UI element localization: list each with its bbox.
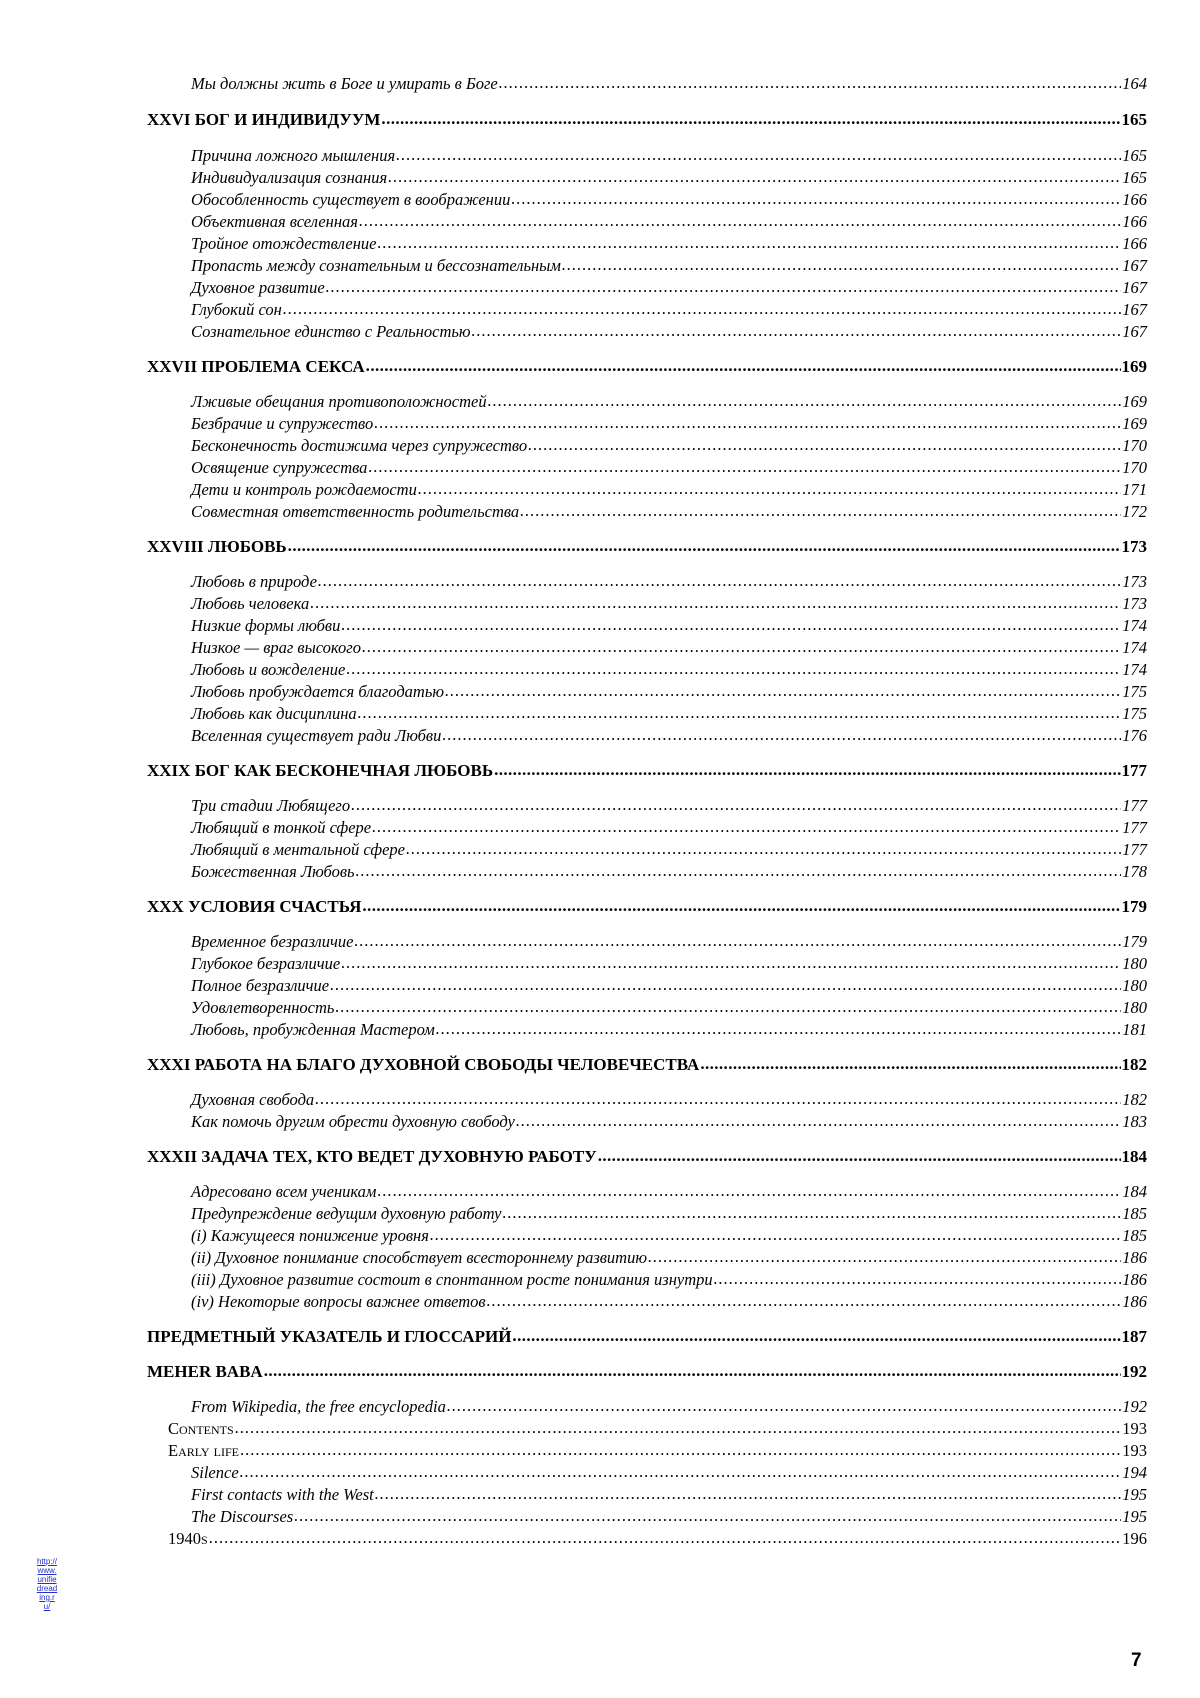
toc-entry-title: 1940s xyxy=(168,1529,208,1548)
toc-entry-page: 165 xyxy=(1122,146,1147,165)
toc-dot-leader xyxy=(326,277,1122,297)
toc-entry-page: 180 xyxy=(1122,998,1147,1017)
toc-entry-page: 166 xyxy=(1122,190,1147,209)
toc-entry-title: (i) Кажущееся понижение уровня xyxy=(191,1226,429,1245)
toc-entry-page: 182 xyxy=(1121,1055,1147,1074)
toc-dot-leader xyxy=(494,760,1120,780)
toc-entry-page: 181 xyxy=(1122,1020,1147,1039)
toc-dot-leader xyxy=(648,1247,1121,1267)
toc-entry-title: Любовь, пробужденная Мастером xyxy=(191,1020,435,1039)
toc-dot-leader xyxy=(240,1440,1121,1460)
toc-entry-title: Silence xyxy=(191,1463,239,1482)
toc-entry[interactable] xyxy=(191,414,1147,434)
toc-entry[interactable] xyxy=(191,1020,1147,1040)
toc-entry-page: 185 xyxy=(1122,1204,1147,1223)
toc-dot-leader xyxy=(445,681,1121,701)
toc-entry-page: 178 xyxy=(1122,862,1147,881)
toc-entry-title: Божественная Любовь xyxy=(191,862,355,881)
toc-entry[interactable] xyxy=(168,1529,1147,1549)
toc-entry-title: First contacts with the West xyxy=(191,1485,374,1504)
toc-entry[interactable] xyxy=(191,726,1147,746)
toc-dot-leader xyxy=(472,321,1122,341)
toc-entry-title: From Wikipedia, the free encyclopedia xyxy=(191,1397,446,1416)
toc-entry-title: XXXI РАБОТА НА БЛАГО ДУХОВНОЙ СВОБОДЫ ЧЕЛОВЕЧЕСТВА xyxy=(147,1055,700,1074)
toc-entry-page: 177 xyxy=(1121,761,1147,780)
toc-entry-title: Любовь человека xyxy=(191,594,310,613)
toc-entry-title: Объективная вселенная xyxy=(191,212,358,231)
toc-entry-title: Обособленность существует в воображении xyxy=(191,190,511,209)
toc-entry[interactable] xyxy=(191,146,1147,166)
toc-entry[interactable] xyxy=(191,682,1147,702)
toc-entry[interactable] xyxy=(191,1226,1147,1246)
toc-dot-leader xyxy=(354,931,1121,951)
toc-entry-page: 165 xyxy=(1121,110,1147,129)
toc-entry-title: Предупреждение ведущим духовную работу xyxy=(191,1204,502,1223)
toc-entry[interactable] xyxy=(191,998,1147,1018)
toc-entry[interactable] xyxy=(191,704,1147,724)
toc-entry[interactable] xyxy=(191,502,1147,522)
toc-entry-page: 174 xyxy=(1122,660,1147,679)
toc-entry[interactable] xyxy=(168,1441,1147,1461)
toc-dot-leader xyxy=(356,861,1122,881)
toc-dot-leader xyxy=(358,703,1122,723)
toc-entry-title: XXVII ПРОБЛЕМА СЕКСА xyxy=(147,357,365,376)
toc-entry-title: Как помочь другим обрести духовную свободу xyxy=(191,1112,515,1131)
toc-entry-title: Освящение супружества xyxy=(191,458,368,477)
toc-entry[interactable] xyxy=(191,1292,1147,1312)
toc-entry-title: (iii) Духовное развитие состоит в спонтанном росте понимания изнутри xyxy=(191,1270,713,1289)
toc-entry-page: 171 xyxy=(1122,480,1147,499)
toc-entry-title: Причина ложного мышления xyxy=(191,146,396,165)
toc-entry-page: 166 xyxy=(1122,234,1147,253)
toc-entry-page: 187 xyxy=(1121,1327,1147,1346)
toc-entry[interactable] xyxy=(191,818,1147,838)
toc-dot-leader xyxy=(330,975,1121,995)
toc-section-entry[interactable] xyxy=(147,1327,1147,1347)
toc-entry-page: 164 xyxy=(1122,74,1147,93)
toc-entry-page: 196 xyxy=(1122,1529,1147,1548)
toc-dot-leader xyxy=(366,356,1121,376)
toc-entry-page: 186 xyxy=(1122,1270,1147,1289)
toc-entry-page: 169 xyxy=(1121,357,1147,376)
toc-entry[interactable] xyxy=(191,840,1147,860)
toc-entry-title: Любовь как дисциплина xyxy=(191,704,357,723)
toc-entry-title: (iv) Некоторые вопросы важнее ответов xyxy=(191,1292,486,1311)
toc-entry[interactable] xyxy=(191,1248,1147,1268)
toc-entry-page: 192 xyxy=(1122,1397,1147,1416)
toc-entry-title: Дети и контроль рождаемости xyxy=(191,480,417,499)
toc-entry[interactable] xyxy=(191,1507,1147,1527)
toc-entry[interactable] xyxy=(191,1112,1147,1132)
toc-entry-page: 177 xyxy=(1122,840,1147,859)
toc-entry-page: 195 xyxy=(1122,1485,1147,1504)
toc-entry-title: Пропасть между сознательным и бессознательным xyxy=(191,256,561,275)
toc-entry[interactable] xyxy=(191,1463,1147,1483)
toc-entry-title: Сознательное единство с Реальностью xyxy=(191,322,471,341)
toc-entry-page: 177 xyxy=(1122,818,1147,837)
toc-entry-page: 182 xyxy=(1122,1090,1147,1109)
toc-entry[interactable] xyxy=(191,976,1147,996)
toc-entry-page: 165 xyxy=(1122,168,1147,187)
toc-section-entry[interactable] xyxy=(147,761,1147,781)
toc-entry-page: 180 xyxy=(1122,976,1147,995)
toc-entry-title: Бесконечность достижима через супружество xyxy=(191,436,528,455)
toc-entry-title: Любовь пробуждается благодатью xyxy=(191,682,444,701)
toc-entry-page: 184 xyxy=(1122,1182,1147,1201)
toc-entry-title: Совместная ответственность родительства xyxy=(191,502,520,521)
toc-entry-page: 167 xyxy=(1122,256,1147,275)
toc-dot-leader xyxy=(372,817,1121,837)
toc-entry-title: Любящий в тонкой сфере xyxy=(191,818,372,837)
toc-entry-title: Духовная свобода xyxy=(191,1090,315,1109)
toc-dot-leader xyxy=(283,299,1121,319)
toc-entry[interactable] xyxy=(191,594,1147,614)
toc-entry-page: 166 xyxy=(1122,212,1147,231)
toc-entry-page: 167 xyxy=(1122,300,1147,319)
toc-entry-title: Адресовано всем ученикам xyxy=(191,1182,377,1201)
toc-entry-page: 175 xyxy=(1122,704,1147,723)
toc-dot-leader xyxy=(388,167,1121,187)
toc-dot-leader xyxy=(362,896,1120,916)
toc-dot-leader xyxy=(359,211,1121,231)
toc-entry-title: Безбрачие и супружество xyxy=(191,414,374,433)
toc-entry-title: Низкие формы любви xyxy=(191,616,341,635)
toc-entry-page: 173 xyxy=(1122,594,1147,613)
toc-entry-title: XXIX БОГ КАК БЕСКОНЕЧНАЯ ЛЮБОВЬ xyxy=(147,761,494,780)
toc-entry[interactable] xyxy=(168,1419,1147,1439)
toc-entry[interactable] xyxy=(191,862,1147,882)
toc-section-entry[interactable] xyxy=(147,1055,1147,1075)
toc-dot-leader xyxy=(288,536,1121,556)
toc-dot-leader xyxy=(396,145,1121,165)
toc-dot-leader xyxy=(351,795,1121,815)
toc-entry[interactable] xyxy=(191,278,1147,298)
toc-dot-leader xyxy=(374,413,1121,433)
toc-entry-title: Низкое — враг высокого xyxy=(191,638,361,657)
toc-entry-title: Лживые обещания противоположностей xyxy=(191,392,487,411)
toc-section-entry[interactable] xyxy=(147,1362,1147,1382)
toc-entry-title: MEHER BABA xyxy=(147,1362,263,1381)
toc-entry-title: XXVI БОГ И ИНДИВИДУУМ xyxy=(147,110,381,129)
toc-entry-title: Глубокий сон xyxy=(191,300,282,319)
toc-dot-leader xyxy=(528,435,1121,455)
toc-entry-page: 174 xyxy=(1122,638,1147,657)
toc-entry-title: Индивидуализация сознания xyxy=(191,168,388,187)
toc-entry[interactable] xyxy=(191,392,1147,412)
toc-entry-page: 183 xyxy=(1122,1112,1147,1131)
toc-dot-leader xyxy=(294,1506,1121,1526)
toc-entry-title: Вселенная существует ради Любви xyxy=(191,726,442,745)
toc-entry-page: 170 xyxy=(1122,458,1147,477)
toc-dot-leader xyxy=(341,615,1121,635)
toc-entry[interactable] xyxy=(191,190,1147,210)
toc-entry-page: 193 xyxy=(1122,1441,1147,1460)
toc-entry[interactable] xyxy=(191,234,1147,254)
toc-entry-title: Тройное отождествление xyxy=(191,234,377,253)
toc-entry-page: 192 xyxy=(1121,1362,1147,1381)
toc-dot-leader xyxy=(418,479,1121,499)
toc-entry-page: 195 xyxy=(1122,1507,1147,1526)
toc-dot-leader xyxy=(235,1418,1122,1438)
toc-entry-page: 194 xyxy=(1122,1463,1147,1482)
toc-entry-page: 186 xyxy=(1122,1248,1147,1267)
toc-entry-page: 172 xyxy=(1122,502,1147,521)
toc-entry[interactable] xyxy=(191,300,1147,320)
toc-section-entry[interactable] xyxy=(147,537,1147,557)
toc-dot-leader xyxy=(488,391,1122,411)
toc-entry-title: Глубокое безразличие xyxy=(191,954,341,973)
toc-dot-leader xyxy=(318,571,1121,591)
toc-entry[interactable] xyxy=(191,256,1147,276)
toc-dot-leader xyxy=(209,1528,1122,1548)
toc-entry[interactable] xyxy=(191,322,1147,342)
toc-entry-page: 186 xyxy=(1122,1292,1147,1311)
toc-entry-title: Духовное развитие xyxy=(191,278,325,297)
toc-dot-leader xyxy=(315,1089,1121,1109)
toc-entry-title: Любовь и вожделение xyxy=(191,660,346,679)
toc-dot-leader xyxy=(430,1225,1121,1245)
toc-entry[interactable] xyxy=(191,480,1147,500)
toc-dot-leader xyxy=(700,1054,1120,1074)
toc-dot-leader xyxy=(511,189,1121,209)
toc-entry-page: 175 xyxy=(1122,682,1147,701)
toc-entry-title: Contents xyxy=(168,1419,234,1438)
toc-entry[interactable] xyxy=(191,1270,1147,1290)
toc-entry[interactable] xyxy=(191,1182,1147,1202)
toc-dot-leader xyxy=(499,73,1122,93)
toc-dot-leader xyxy=(516,1111,1121,1131)
toc-entry[interactable] xyxy=(191,168,1147,188)
page-number: 7 xyxy=(1131,1650,1142,1671)
toc-section-entry[interactable] xyxy=(147,897,1147,917)
toc-dot-leader xyxy=(436,1019,1122,1039)
toc-entry-title: Любовь в природе xyxy=(191,572,317,591)
toc-dot-leader xyxy=(375,1484,1122,1504)
toc-dot-leader xyxy=(381,109,1120,129)
toc-dot-leader xyxy=(368,457,1121,477)
toc-entry[interactable] xyxy=(191,212,1147,232)
toc-entry-page: 193 xyxy=(1122,1419,1147,1438)
toc-entry-page: 167 xyxy=(1122,322,1147,341)
toc-dot-leader xyxy=(520,501,1121,521)
toc-dot-leader xyxy=(714,1269,1122,1289)
toc-entry-title: XXXII ЗАДАЧА ТЕХ, КТО ВЕДЕТ ДУХОВНУЮ РАБОТУ xyxy=(147,1147,597,1166)
side-url-link[interactable]: http://www.unifiedreading.ru/ xyxy=(36,1557,58,1611)
toc-entry[interactable] xyxy=(191,74,1147,94)
toc-entry-page: 173 xyxy=(1122,572,1147,591)
toc-entry[interactable] xyxy=(191,1204,1147,1224)
toc-dot-leader xyxy=(512,1326,1120,1346)
toc-entry-title: Early life xyxy=(168,1441,239,1460)
toc-dot-leader xyxy=(447,1396,1121,1416)
toc-entry[interactable] xyxy=(191,638,1147,658)
toc-entry-page: 169 xyxy=(1122,392,1147,411)
toc-entry-page: 169 xyxy=(1122,414,1147,433)
toc-entry-title: Три стадии Любящего xyxy=(191,796,351,815)
toc-entry-page: 170 xyxy=(1122,436,1147,455)
toc-dot-leader xyxy=(346,659,1121,679)
toc-entry-title: Мы должны жить в Боге и умирать в Боге xyxy=(191,74,498,93)
toc-section-entry[interactable] xyxy=(147,357,1147,377)
toc-entry[interactable] xyxy=(191,1397,1147,1417)
toc-dot-leader xyxy=(264,1361,1121,1381)
toc-entry-title: The Discourses xyxy=(191,1507,294,1526)
toc-entry[interactable] xyxy=(191,1485,1147,1505)
toc-dot-leader xyxy=(377,1181,1121,1201)
toc-entry-title: ПРЕДМЕТНЫЙ УКАЗАТЕЛЬ И ГЛОССАРИЙ xyxy=(147,1327,512,1346)
toc-entry-page: 179 xyxy=(1121,897,1147,916)
toc-dot-leader xyxy=(378,233,1122,253)
toc-entry-page: 176 xyxy=(1122,726,1147,745)
toc-dot-leader xyxy=(406,839,1121,859)
toc-dot-leader xyxy=(442,725,1121,745)
toc-dot-leader xyxy=(502,1203,1121,1223)
toc-entry-page: 180 xyxy=(1122,954,1147,973)
toc-entry-page: 179 xyxy=(1122,932,1147,951)
toc-section-entry[interactable] xyxy=(147,110,1147,130)
toc-dot-leader xyxy=(341,953,1121,973)
toc-dot-leader xyxy=(240,1462,1122,1482)
toc-entry-page: 185 xyxy=(1122,1226,1147,1245)
toc-dot-leader xyxy=(562,255,1121,275)
toc-entry[interactable] xyxy=(191,436,1147,456)
toc-entry[interactable] xyxy=(191,1090,1147,1110)
toc-dot-leader xyxy=(362,637,1121,657)
toc-entry-title: Удовлетворенность xyxy=(191,998,335,1017)
toc-entry-title: Полное безразличие xyxy=(191,976,330,995)
toc-entry-title: Любящий в ментальной сфере xyxy=(191,840,405,859)
toc-dot-leader xyxy=(335,997,1121,1017)
toc-entry-page: 184 xyxy=(1121,1147,1147,1166)
toc-entry[interactable] xyxy=(191,572,1147,592)
toc-entry-page: 167 xyxy=(1122,278,1147,297)
toc-dot-leader xyxy=(487,1291,1122,1311)
toc-dot-leader xyxy=(598,1146,1121,1166)
toc-entry-title: (ii) Духовное понимание способствует всестороннему развитию xyxy=(191,1248,647,1267)
toc-section-entry[interactable] xyxy=(147,1147,1147,1167)
toc-entry-title: XXVIII ЛЮБОВЬ xyxy=(147,537,287,556)
toc-entry[interactable] xyxy=(191,954,1147,974)
toc-entry-title: Временное безразличие xyxy=(191,932,354,951)
toc-entry[interactable] xyxy=(191,796,1147,816)
toc-entry-page: 173 xyxy=(1121,537,1147,556)
toc-entry[interactable] xyxy=(191,616,1147,636)
toc-entry-page: 174 xyxy=(1122,616,1147,635)
toc-dot-leader xyxy=(310,593,1121,613)
toc-entry[interactable] xyxy=(191,458,1147,478)
toc-entry-page: 177 xyxy=(1122,796,1147,815)
toc-entry-title: XXX УСЛОВИЯ СЧАСТЬЯ xyxy=(147,897,362,916)
toc-entry[interactable] xyxy=(191,660,1147,680)
toc-entry[interactable] xyxy=(191,932,1147,952)
